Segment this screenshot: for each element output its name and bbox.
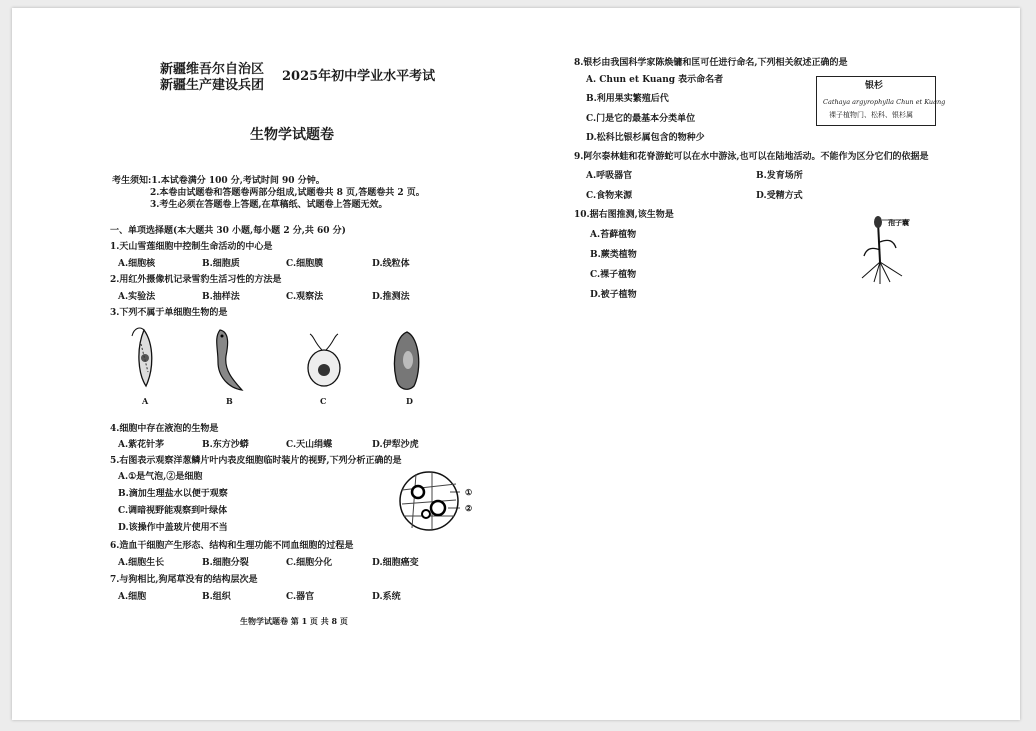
q10-option-d: D.被子植物 — [590, 290, 637, 300]
q4-option-a: A.紫花针茅 — [118, 440, 165, 450]
q2-stem: 2.用红外摄像机记录雪豹生活习性的方法是 — [110, 275, 282, 285]
q7-option-b: B.组织 — [202, 592, 231, 602]
chlamydomonas-figure — [302, 332, 346, 390]
q4-option-b: B.东方沙蟒 — [202, 440, 249, 450]
cathaya-info-box — [816, 76, 946, 126]
q9-option-a: A.呼吸器官 — [586, 171, 633, 181]
q1-stem: 1.天山雪莲细胞中控制生命活动的中心是 — [110, 242, 273, 252]
q5-option-c: C.调暗视野能观察到叶绿体 — [118, 506, 228, 516]
q7-option-a: A.细胞 — [118, 592, 147, 602]
q2-option-c: C.观察法 — [286, 292, 324, 302]
q6-option-b: B.细胞分裂 — [202, 558, 249, 568]
q10-option-a: A.苔藓植物 — [590, 230, 637, 240]
document-scan — [12, 8, 1020, 720]
q7-option-c: C.器官 — [286, 592, 315, 602]
q7-option-d: D.系统 — [372, 592, 401, 602]
page-1 — [12, 8, 516, 720]
q9-option-c: C.食物来源 — [586, 191, 633, 201]
q10-option-c: C.裸子植物 — [590, 270, 637, 280]
q9-option-d: D.受精方式 — [756, 191, 803, 201]
q6-option-c: C.细胞分化 — [286, 558, 333, 568]
q10-stem: 10.据右图推测,该生物是 — [574, 210, 674, 220]
q5-label-1: ① — [465, 487, 473, 497]
notice-1: 考生须知:1.本试卷满分 100 分,考试时间 90 分钟。 — [112, 176, 325, 186]
q2-option-d: D.推测法 — [372, 292, 410, 302]
microscope-view-figure — [398, 470, 460, 532]
q5-stem: 5.右图表示观察洋葱鳞片叶内表皮细胞临时装片的视野,下列分析正确的是 — [110, 456, 402, 466]
region-title-2: 新疆生产建设兵团 — [160, 78, 265, 93]
q3-label-c: C — [320, 396, 327, 406]
q4-stem: 4.细胞中存在液泡的生物是 — [110, 424, 219, 434]
q2-option-b: B.抽样法 — [202, 292, 240, 302]
q2-option-a: A.实验法 — [118, 292, 156, 302]
paramecium-figure — [390, 330, 424, 392]
q10-label-sporangium: 孢子囊 — [888, 218, 909, 227]
q3-label-a: A — [142, 396, 149, 406]
region-title-1: 新疆维吾尔自治区 — [160, 62, 265, 77]
q8-option-c: C.门是它的最基本分类单位 — [586, 114, 696, 124]
q5-label-2: ② — [465, 503, 473, 513]
q3-label-b: B — [226, 396, 233, 406]
q8-option-b: B.利用果实繁殖后代 — [586, 94, 669, 104]
box-title: 银杉 — [865, 81, 884, 91]
q4-option-c: C.天山绢蝶 — [286, 440, 333, 450]
q8-option-d: D.松科比银杉属包含的物种少 — [586, 133, 705, 143]
q9-option-b: B.发育场所 — [756, 171, 803, 181]
q6-option-d: D.细胞癌变 — [372, 558, 419, 568]
box-class: 裸子植物门、松科、银杉属 — [829, 111, 913, 119]
q1-option-d: D.线粒体 — [372, 259, 410, 269]
q3-label-d: D — [406, 396, 413, 406]
page-footer: 生物学试题卷 第 1 页 共 8 页 — [240, 616, 348, 626]
box-latin: Cathaya argyrophylla Chun et Kuang — [823, 98, 946, 106]
notice-3: 3.考生必须在答题卷上答题,在草稿纸、试题卷上答题无效。 — [150, 200, 388, 210]
q7-stem: 7.与狗相比,狗尾草没有的结构层次是 — [110, 575, 258, 585]
section-heading: 一、单项选择题(本大题共 30 小题,每小题 2 分,共 60 分) — [110, 226, 346, 236]
notice-2: 2.本卷由试题卷和答题卷两部分组成,试题卷共 8 页,答题卷共 2 页。 — [150, 188, 425, 198]
q5-option-a: A.①是气泡,②是细胞 — [118, 472, 203, 482]
planarian-figure — [208, 326, 248, 396]
q10-option-b: B.蕨类植物 — [590, 250, 637, 260]
q6-option-a: A.细胞生长 — [118, 558, 165, 568]
q5-option-d: D.该操作中盖玻片使用不当 — [118, 523, 228, 533]
paper-title: 生物学试题卷 — [250, 127, 334, 143]
q8-option-a: A. Chun et Kuang 表示命名者 — [586, 75, 724, 85]
q8-stem: 8.银杉由我国科学家陈焕镛和匡可任进行命名,下列相关叙述正确的是 — [574, 58, 848, 68]
q4-option-d: D.伊犁沙虎 — [372, 440, 419, 450]
q5-option-b: B.滴加生理盐水以便于观察 — [118, 489, 228, 499]
q1-option-c: C.细胞膜 — [286, 259, 324, 269]
page-2 — [516, 8, 1020, 720]
exam-title: 2025年初中学业水平考试 — [282, 69, 436, 84]
euglena-figure — [124, 324, 164, 394]
q9-stem: 9.阿尔泰林蛙和花脊游蛇可以在水中游泳,也可以在陆地活动。不能作为区分它们的依据是 — [574, 152, 929, 162]
q3-stem: 3.下列不属于单细胞生物的是 — [110, 308, 228, 318]
q1-option-a: A.细胞核 — [118, 259, 156, 269]
q1-option-b: B.细胞质 — [202, 259, 240, 269]
q6-stem: 6.造血干细胞产生形态、结构和生理功能不同血细胞的过程是 — [110, 541, 354, 551]
